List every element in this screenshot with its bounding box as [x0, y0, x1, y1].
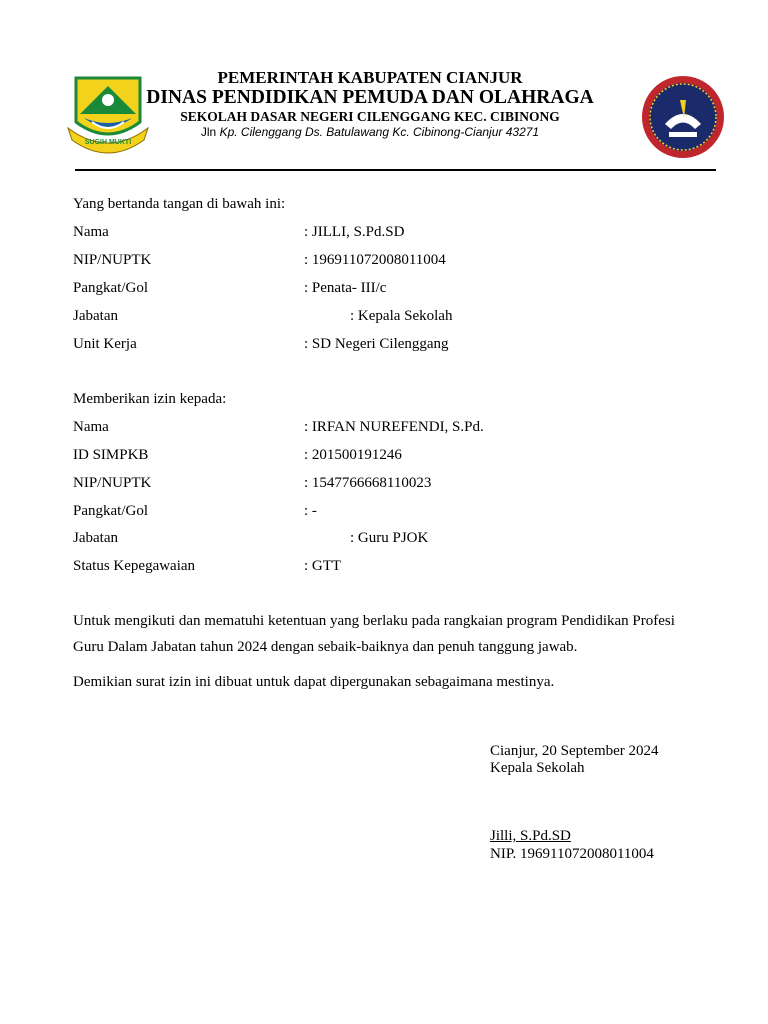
recipient-value-nip: : 1547766668110023	[304, 475, 432, 491]
school-seal-logo	[640, 74, 726, 160]
signer-value-name: : JILLI, S.Pd.SD	[304, 224, 405, 240]
signer-value-position: : Kepala Sekolah	[350, 308, 453, 324]
permit-intro-text: Memberikan izin kepada:	[73, 391, 227, 407]
recipient-value-status: : GTT	[304, 558, 342, 574]
body-paragraph: Untuk mengikuti dan mematuhi ketentuan yang berlaku pada rangkaian program Pendidikan Profesi Guru Dalam Jabatan tahun 2024 dengan sebaik-baiknya dan penuh tanggung jawab.	[73, 613, 675, 655]
signer-label-unit: Unit Kerja	[73, 336, 137, 352]
closing-paragraph: Demikian surat izin ini dibuat untuk dapat dipergunakan sebagaimana mestinya.	[73, 674, 555, 690]
address-text: Kp. Cilenggang Ds. Batulawang Kc. Cibinong-Cianjur 43271	[216, 125, 540, 139]
signer-label-name: Nama	[73, 224, 109, 240]
signer-label-nip: NIP/NUPTK	[73, 252, 152, 268]
address-prefix: Jln	[200, 125, 217, 139]
recipient-label-status: Status Kepegawaian	[73, 558, 196, 574]
header-government: PEMERINTAH KABUPATEN CIANJUR	[217, 68, 523, 87]
recipient-label-nip: NIP/NUPTK	[73, 475, 152, 491]
signature-nip: NIP. 196911072008011004	[490, 846, 654, 862]
header-divider	[75, 169, 716, 171]
header-address	[120, 125, 620, 139]
signer-value-unit: : SD Negeri Cilenggang	[304, 336, 449, 352]
recipient-label-simpkb: ID SIMPKB	[73, 447, 149, 463]
recipient-label-position: Jabatan	[73, 530, 118, 546]
signature-name: Jilli, S.Pd.SD	[490, 828, 571, 844]
recipient-label-name: Nama	[73, 419, 109, 435]
signer-label-rank: Pangkat/Gol	[73, 280, 148, 296]
signature-position: Kepala Sekolah	[490, 760, 585, 776]
recipient-value-position: : Guru PJOK	[350, 530, 429, 546]
signer-value-nip: : 196911072008011004	[304, 252, 446, 268]
recipient-value-simpkb: : 201500191246	[304, 447, 402, 463]
header-school: SEKOLAH DASAR NEGERI CILENGGANG KEC. CIBINONG	[180, 109, 560, 124]
recipient-label-rank: Pangkat/Gol	[73, 503, 148, 519]
header-department: DINAS PENDIDIKAN PEMUDA DAN OLAHRAGA	[146, 87, 594, 108]
recipient-value-rank: : -	[304, 503, 317, 519]
emblem-motto: SUGIH MUKTI	[84, 139, 132, 146]
signature-place-date: Cianjur, 20 September 2024	[490, 743, 659, 759]
signer-label-position: Jabatan	[73, 308, 118, 324]
recipient-value-name: : IRFAN NUREFENDI, S.Pd.	[304, 419, 484, 435]
signer-value-rank: : Penata- III/c	[304, 280, 387, 296]
intro-text: Yang bertanda tangan di bawah ini:	[73, 196, 286, 212]
